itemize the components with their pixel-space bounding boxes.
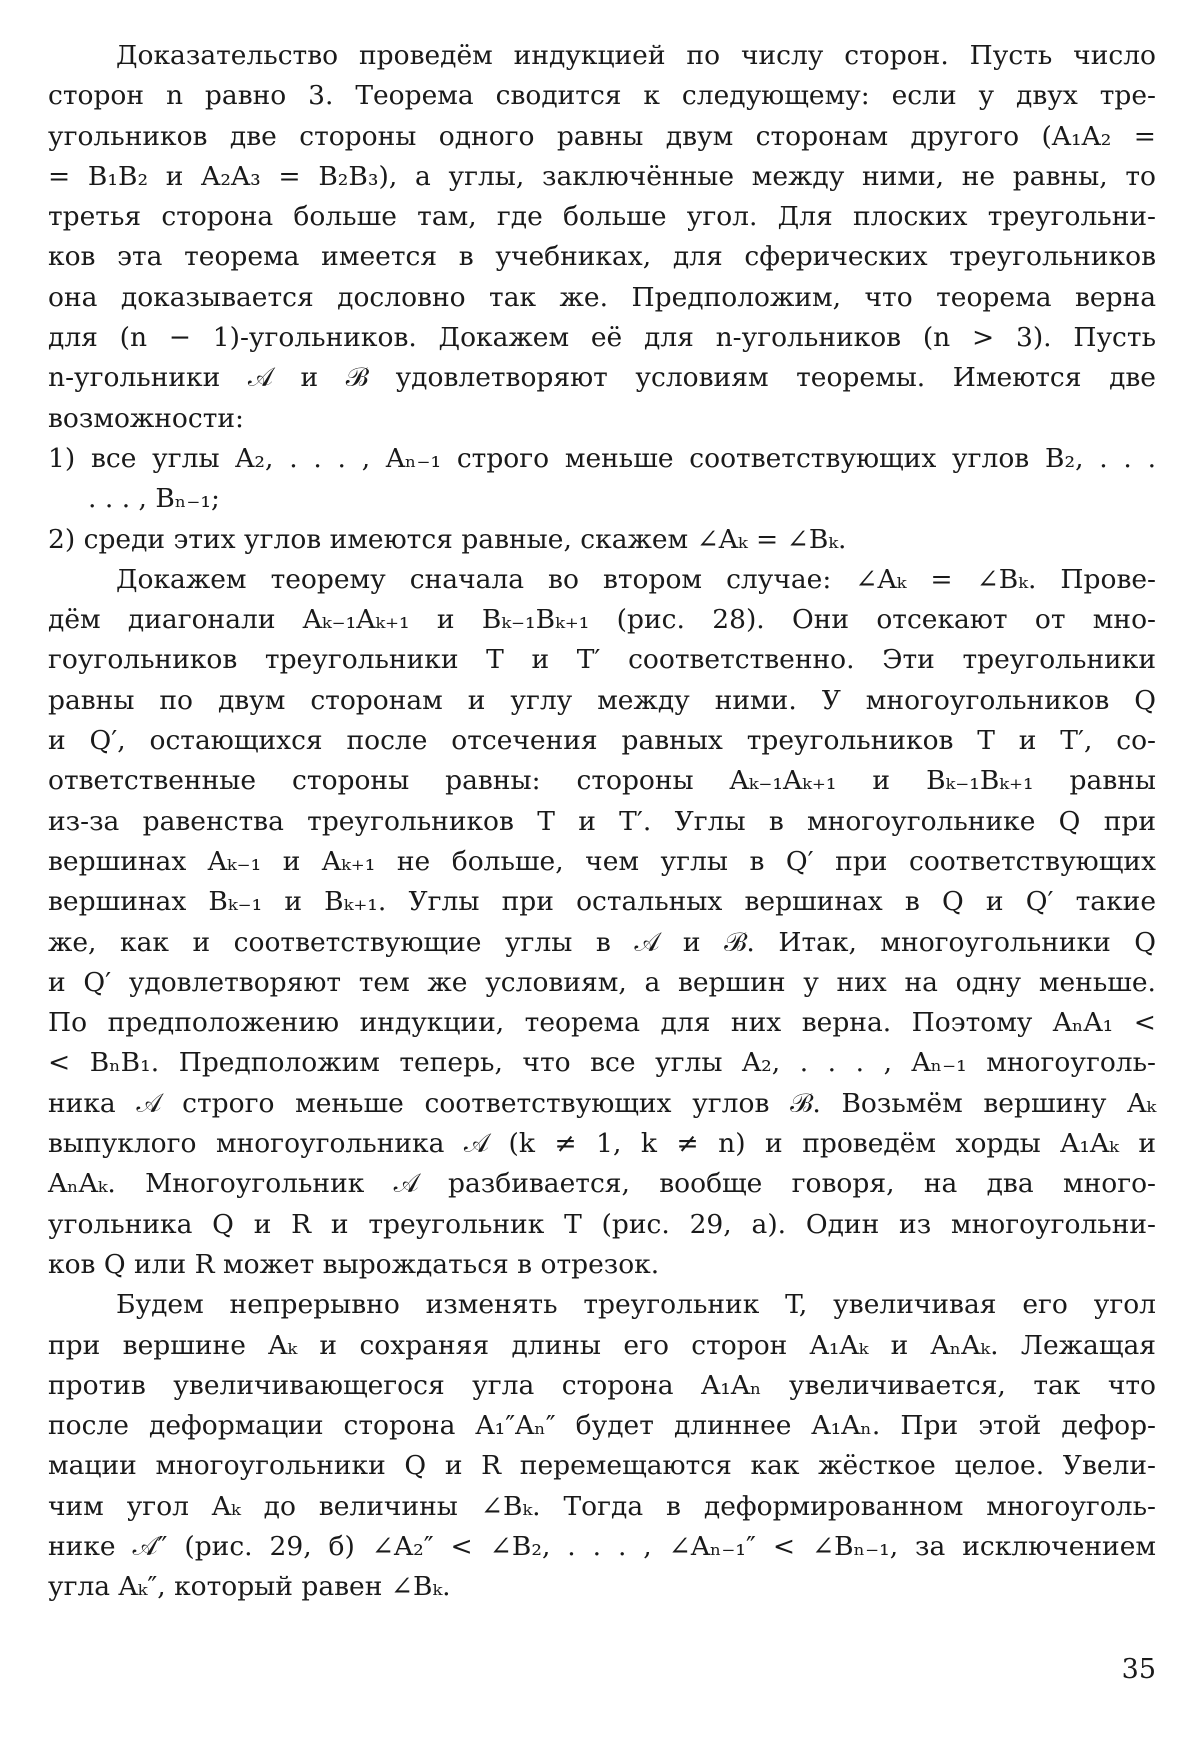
text-line-32: Будем непрерывно изменять треугольник T, увеличивая его угол bbox=[48, 1285, 1156, 1325]
text-line-05: третья сторона больше там, где больше угол. Для плоских треугольни- bbox=[48, 197, 1156, 237]
text-line-12: . . . , Bₙ₋₁; bbox=[48, 479, 1156, 519]
text-line-34: против увеличивающегося угла сторона A₁Aₙ увеличивается, так что bbox=[48, 1366, 1156, 1406]
text-line-39: угла Aₖ″, который равен ∠Bₖ. bbox=[48, 1567, 1156, 1607]
text-line-19: ответственные стороны равны: стороны Aₖ₋₁Aₖ₊₁ и Bₖ₋₁Bₖ₊₁ равны bbox=[48, 761, 1156, 801]
text-line-06: ков эта теорема имеется в учебниках, для сферических треугольников bbox=[48, 237, 1156, 277]
text-line-22: вершинах Bₖ₋₁ и Bₖ₊₁. Углы при остальных вершинах в Q и Q′ такие bbox=[48, 882, 1156, 922]
text-line-23: же, как и соответствующие углы в 𝒜 и ℬ. Итак, многоугольники Q bbox=[48, 923, 1156, 963]
text-line-27: ника 𝒜 строго меньше соответствующих углов ℬ. Возьмём вершину Aₖ bbox=[48, 1084, 1156, 1124]
text-line-13: 2) среди этих углов имеются равные, скажем ∠Aₖ = ∠Bₖ. bbox=[48, 520, 1156, 560]
text-line-38: нике 𝒜″ (рис. 29, б) ∠A₂″ < ∠B₂, . . . , ∠Aₙ₋₁″ < ∠Bₙ₋₁, за исключением bbox=[48, 1527, 1156, 1567]
text-line-02: сторон n равно 3. Теорема сводится к следующему: если у двух тре- bbox=[48, 76, 1156, 116]
page-number: 35 bbox=[1122, 1654, 1156, 1685]
text-line-31: ков Q или R может вырождаться в отрезок. bbox=[48, 1245, 1156, 1285]
text-line-36: мации многоугольники Q и R перемещаются как жёсткое целое. Увели- bbox=[48, 1446, 1156, 1486]
text-line-37: чим угол Aₖ до величины ∠Bₖ. Тогда в деформированном многоуголь- bbox=[48, 1487, 1156, 1527]
text-line-30: угольника Q и R и треугольник T (рис. 29, а). Один из многоугольни- bbox=[48, 1205, 1156, 1245]
text-line-17: равны по двум сторонам и углу между ними. У многоугольников Q bbox=[48, 681, 1156, 721]
text-line-16: гоугольников треугольники T и T′ соответственно. Эти треугольники bbox=[48, 640, 1156, 680]
text-line-15: дём диагонали Aₖ₋₁Aₖ₊₁ и Bₖ₋₁Bₖ₊₁ (рис. 28). Они отсекают от мно- bbox=[48, 600, 1156, 640]
text-line-07: она доказывается дословно так же. Предположим, что теорема верна bbox=[48, 278, 1156, 318]
page-text bbox=[48, 36, 1156, 1608]
text-line-18: и Q′, остающихся после отсечения равных треугольников T и T′, со- bbox=[48, 721, 1156, 761]
text-line-26: < BₙB₁. Предположим теперь, что все углы A₂, . . . , Aₙ₋₁ многоуголь- bbox=[48, 1043, 1156, 1083]
text-line-10: возможности: bbox=[48, 399, 1156, 439]
text-line-04: = B₁B₂ и A₂A₃ = B₂B₃), а углы, заключённые между ними, не равны, то bbox=[48, 157, 1156, 197]
text-line-29: AₙAₖ. Многоугольник 𝒜 разбивается, вообще говоря, на два много- bbox=[48, 1164, 1156, 1204]
text-line-33: при вершине Aₖ и сохраняя длины его сторон A₁Aₖ и AₙAₖ. Лежащая bbox=[48, 1326, 1156, 1366]
text-line-08: для (n − 1)-угольников. Докажем её для n-угольников (n > 3). Пусть bbox=[48, 318, 1156, 358]
text-line-20: из-за равенства треугольников T и T′. Углы в многоугольнике Q при bbox=[48, 802, 1156, 842]
text-line-01: Доказательство проведём индукцией по числу сторон. Пусть число bbox=[48, 36, 1156, 76]
text-line-21: вершинах Aₖ₋₁ и Aₖ₊₁ не больше, чем углы в Q′ при соответствующих bbox=[48, 842, 1156, 882]
text-line-28: выпуклого многоугольника 𝒜 (k ≠ 1, k ≠ n) и проведём хорды A₁Aₖ и bbox=[48, 1124, 1156, 1164]
text-line-09: n-угольники 𝒜 и ℬ удовлетворяют условиям теоремы. Имеются две bbox=[48, 358, 1156, 398]
text-line-24: и Q′ удовлетворяют тем же условиям, а вершин у них на одну меньше. bbox=[48, 963, 1156, 1003]
text-line-25: По предположению индукции, теорема для них верна. Поэтому AₙA₁ < bbox=[48, 1003, 1156, 1043]
text-line-11: 1) все углы A₂, . . . , Aₙ₋₁ строго меньше соответствующих углов B₂, . . . bbox=[48, 439, 1156, 479]
text-line-35: после деформации сторона A₁″Aₙ″ будет длиннее A₁Aₙ. При этой дефор- bbox=[48, 1406, 1156, 1446]
text-line-03: угольников две стороны одного равны двум сторонам другого (A₁A₂ = bbox=[48, 117, 1156, 157]
text-line-14: Докажем теорему сначала во втором случае: ∠Aₖ = ∠Bₖ. Прове- bbox=[48, 560, 1156, 600]
